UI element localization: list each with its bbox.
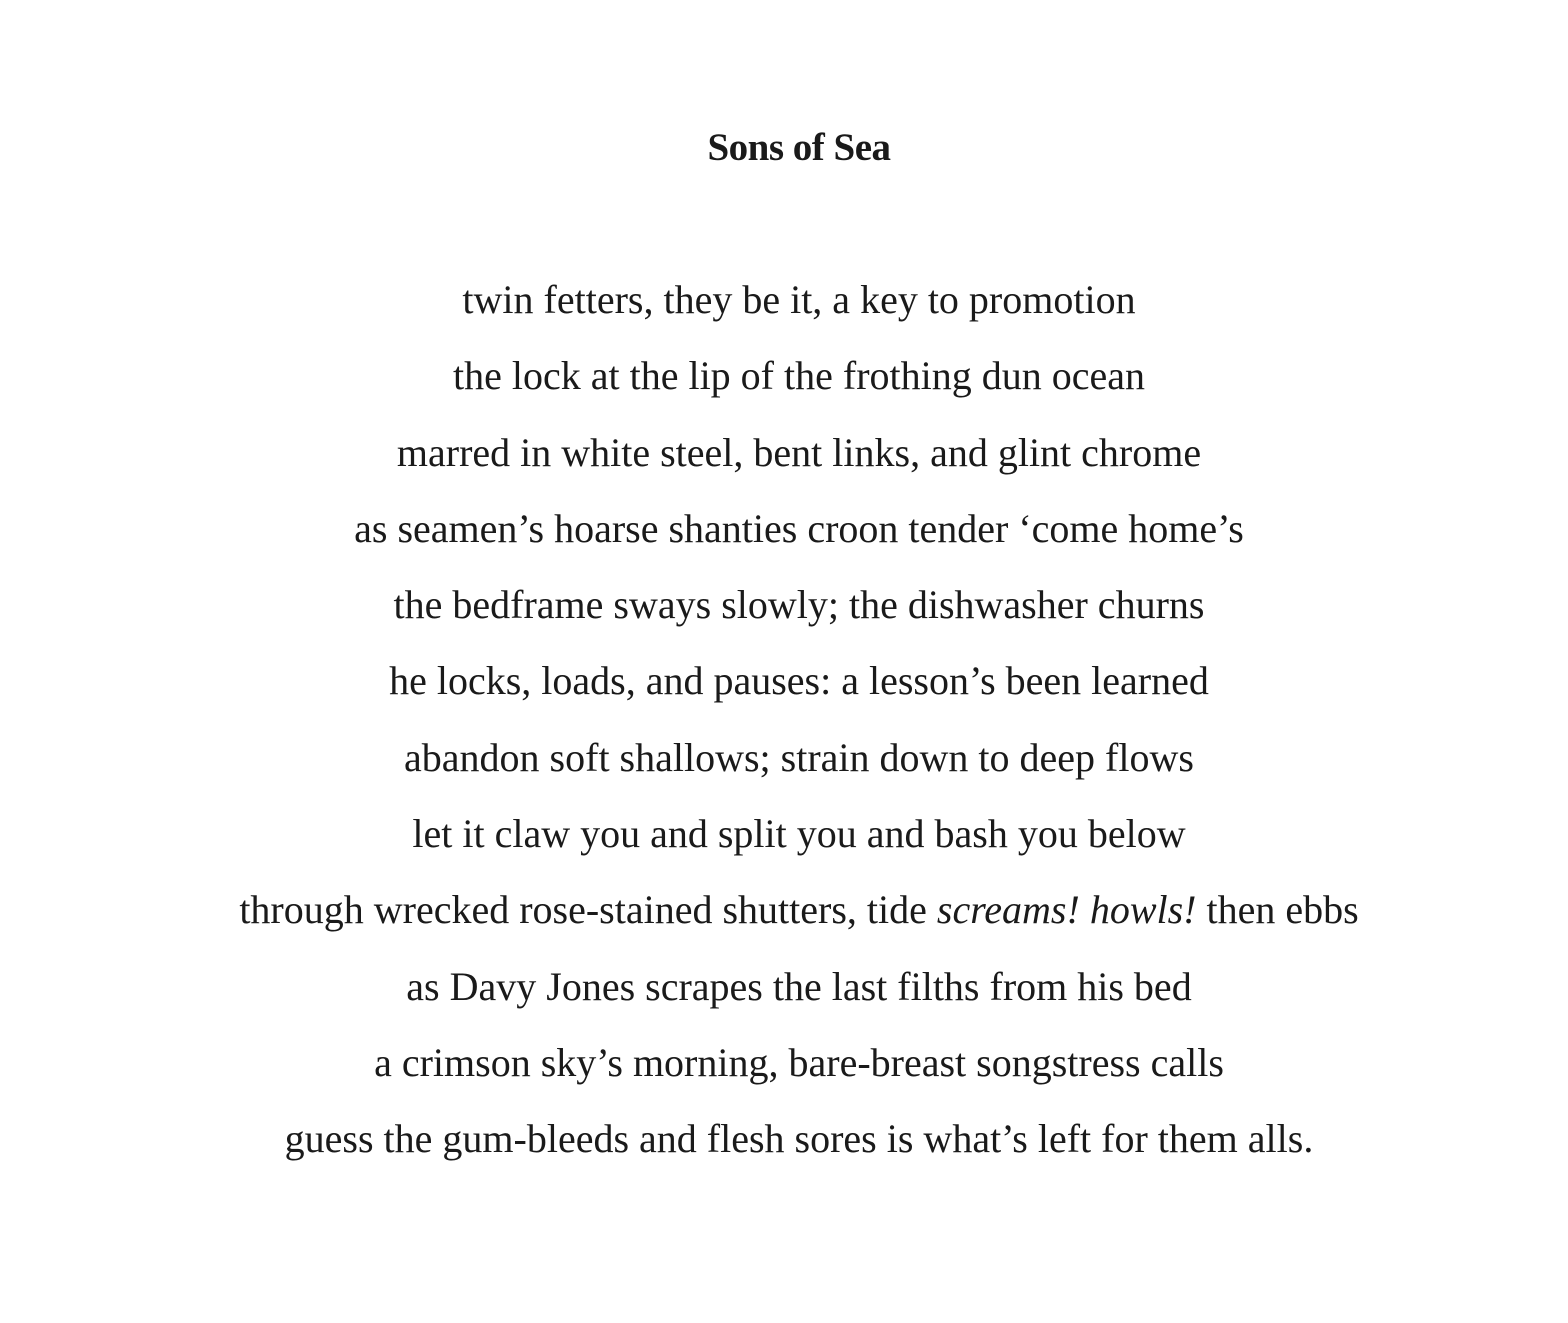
poem-line: guess the gum-bleeds and flesh sores is what’s left for them alls. (284, 1116, 1314, 1162)
poem-line: as Davy Jones scrapes the last filths from his bed (406, 963, 1192, 1009)
poem-line: marred in white steel, bent links, and glint chrome (396, 429, 1202, 475)
poem-line: the bedframe sways slowly; the dishwasher churns (393, 582, 1205, 628)
poem-line (0, 882, 1568, 958)
poem-line-italic-text: screams! howls! (936, 887, 1197, 933)
poem-line: he locks, loads, and pauses: a lesson’s been learned (389, 658, 1209, 704)
poem-line-text: through wrecked rose-stained shutters, tide (239, 887, 937, 933)
poem-line: abandon soft shallows; strain down to deep flows (404, 734, 1194, 780)
poem-line: as seamen’s hoarse shanties croon tender ‘come home’s (354, 505, 1244, 551)
poem-body (0, 272, 1568, 1188)
poem-line: the lock at the lip of the frothing dun ocean (452, 353, 1145, 399)
poem-line: let it claw you and split you and bash you below (412, 811, 1186, 857)
poem-line: a crimson sky’s morning, bare-breast songstress calls (374, 1039, 1224, 1085)
poem-line: twin fetters, they be it, a key to promotion (462, 277, 1136, 322)
poem-title: Sons of Sea (707, 126, 891, 169)
poem-line-text: then ebbs (1196, 887, 1359, 933)
